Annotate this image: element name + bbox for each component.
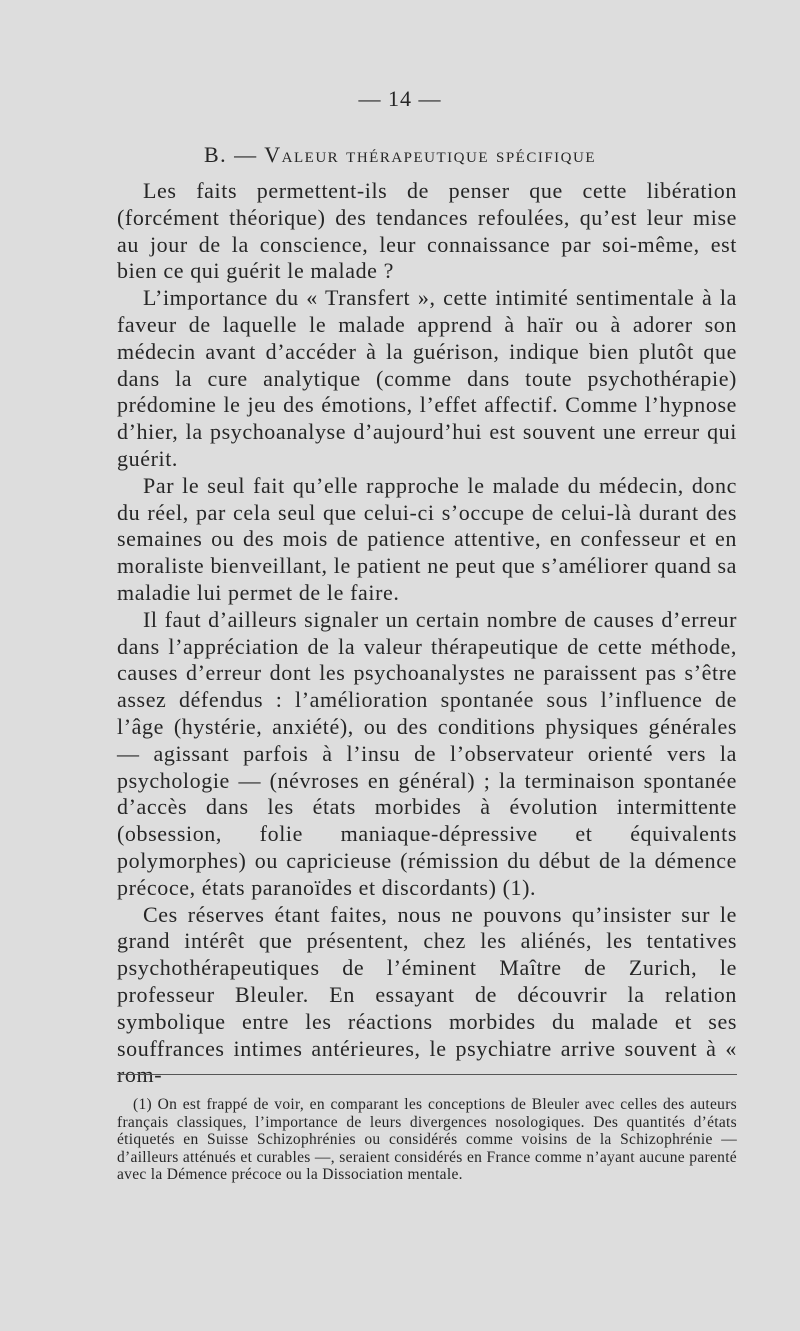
paragraph: Il faut d’ailleurs signaler un certain nombre de causes d’erreur dans l’appréciation de la valeur thérapeutique de cette méthode, causes d’erreur dont les psychoanalystes ne paraissent pas s’être assez défendus : l’amélioration spontanée sous l’influence de l’âge (hystérie, anxiété), ou des conditions physiques générales — agissant parfois à l’insu de l’observateur orienté vers la psychologie — (névroses en général) ; la terminaison spontanée d’accès dans les états morbides à évolution intermittente (obsession, folie maniaque-dépressive et équivalents polymorphes) ou capricieuse (rémission du début de la démence précoce, états paranoïdes et discordants) (1). (117, 606, 737, 900)
footnote-text: (1) On est frappé de voir, en comparant les conceptions de Bleuler avec celles des auteurs français classiques, l’importance de leurs divergences nosologiques. Des quantités d’états étiquetés en Suisse Schizophrénies ou considérés comme voisins de la Schizophrénie — d’ailleurs atténués et curables —, seraient considérés en France comme n’ayant aucune parenté avec la Démence précoce ou la Dissociation mentale. (117, 1096, 737, 1184)
body-text (117, 178, 737, 1089)
page-number: — 14 — (358, 86, 442, 111)
paragraph: Les faits permettent-ils de penser que cette libération (forcément théorique) des tendances refoulées, qu’est leur mise au jour de la conscience, leur connaissance par soi-même, est bien ce qui guérit le malade ? (117, 178, 737, 284)
footnote-divider (117, 1074, 737, 1075)
section-heading (0, 142, 800, 168)
paragraph: Par le seul fait qu’elle rapproche le malade du médecin, donc du réel, par cela seul que celui-ci s’occupe de celui-là durant des semaines ou des mois de patience attentive, en confesseur et en moraliste bienveillant, le patient ne peut que s’améliorer quand sa maladie lui permet de le faire. (117, 472, 737, 605)
footnote (117, 1096, 737, 1184)
section-heading-text: B. — Valeur thérapeutique spécifique (204, 142, 596, 167)
paragraph: L’importance du « Transfert », cette intimité sentimentale à la faveur de laquelle le malade apprend à haïr ou à adorer son médecin avant d’accéder à la guérison, indique bien plutôt que dans la cure analytique (comme dans toute psychothérapie) prédomine le jeu des émotions, l’effet affectif. Comme l’hypnose d’hier, la psychoanalyse d’aujourd’hui est souvent une erreur qui guérit. (117, 285, 737, 471)
paragraph: Ces réserves étant faites, nous ne pouvons qu’insister sur le grand intérêt que présentent, chez les aliénés, les tentatives psychothérapeutiques de l’éminent Maître de Zurich, le professeur Bleuler. En essayant de découvrir la relation symbolique entre les réactions morbides du malade et ses souffrances intimes antérieures, le psychiatre arrive souvent à « rom- (117, 901, 737, 1088)
